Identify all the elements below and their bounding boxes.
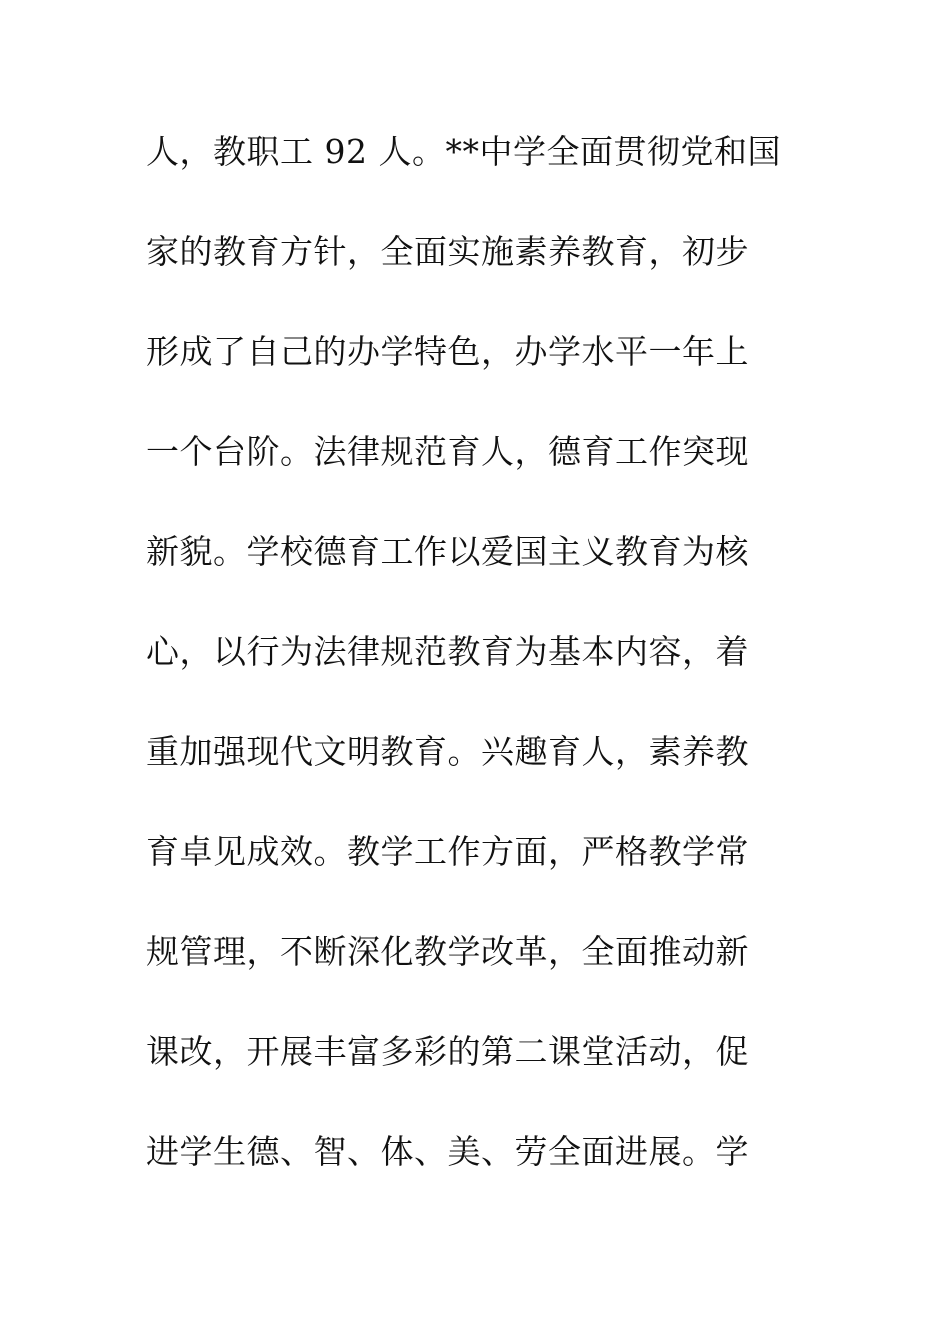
- text-line: 一个台阶。法律规范育人，德育工作突现: [146, 432, 749, 471]
- text-line: 新貌。学校德育工作以爱国主义教育为核: [146, 532, 749, 571]
- text-line: 人，教职工 92 人。**中学全面贯彻党和国: [146, 132, 781, 171]
- text-line: 重加强现代文明教育。兴趣育人，素养教: [146, 732, 749, 771]
- text-line: 心，以行为法律规范教育为基本内容，着: [146, 632, 749, 671]
- text-line: 进学生德、智、体、美、劳全面进展。学: [146, 1132, 749, 1171]
- text-line: 家的教育方针，全面实施素养教育，初步: [146, 232, 749, 271]
- body-paragraph: [146, 126, 826, 1226]
- text-line: 形成了自己的办学特色，办学水平一年上: [146, 332, 749, 371]
- text-line: 育卓见成效。教学工作方面，严格教学常: [146, 832, 749, 871]
- text-line: 课改，开展丰富多彩的第二课堂活动，促: [146, 1032, 749, 1071]
- text-line: 规管理，不断深化教学改革，全面推动新: [146, 932, 749, 971]
